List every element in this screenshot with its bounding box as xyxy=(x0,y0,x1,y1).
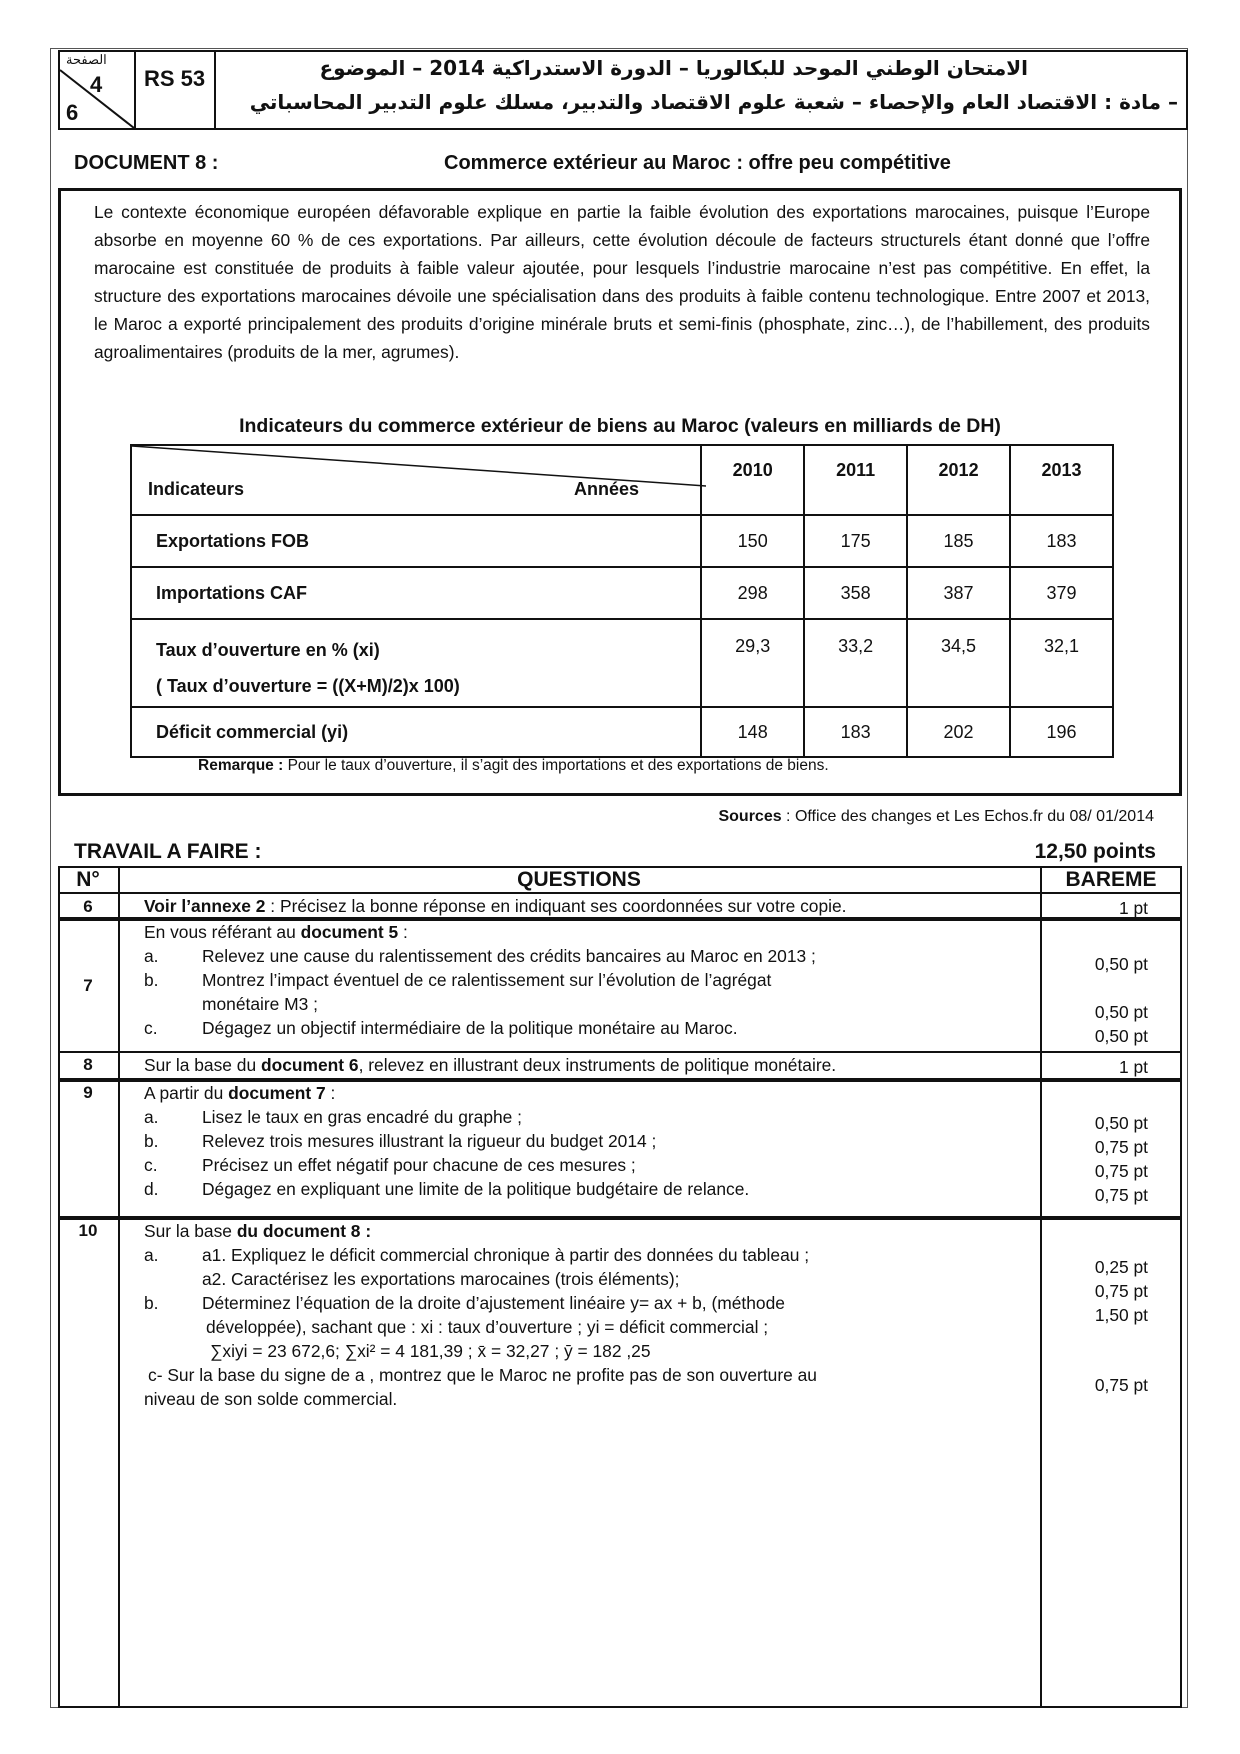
q9-item xyxy=(144,1177,749,1201)
page-label: الصفحة xyxy=(66,52,107,67)
q6-text: : Précisez la bonne réponse en indiquant ses coordonnées sur votre copie. xyxy=(265,896,847,916)
table-cell: 298 xyxy=(701,567,804,619)
q8-b: document 6 xyxy=(260,1055,359,1075)
exam-title-line1: الامتحان الوطني الموحد للبكالوريا – الدورة الاستدراكية 2014 – الموضوع xyxy=(319,56,1028,80)
year-header: 2010 xyxy=(701,445,804,515)
sources-text: : Office des changes et Les Echos.fr du 08/ 01/2014 xyxy=(781,808,1154,825)
task-points: 12,50 points xyxy=(1034,840,1156,863)
table-header-row xyxy=(131,445,1113,515)
q10-item: a2. Caractérisez les exportations marocaines (trois éléments); xyxy=(202,1269,680,1289)
column-divider xyxy=(1040,866,1042,1708)
q9-intro-b: document 7 xyxy=(228,1083,326,1103)
table-remark xyxy=(198,757,829,775)
page-indicator xyxy=(60,52,136,128)
q10-item: niveau de son solde commercial. xyxy=(144,1389,398,1409)
points xyxy=(1095,952,1148,976)
q10-intro-a: Sur la base xyxy=(144,1221,237,1241)
q9-item xyxy=(144,1129,749,1153)
row-label: Importations CAF xyxy=(131,567,701,619)
item-letter: c. xyxy=(144,1155,158,1175)
item-text: Précisez un effet négatif pour chacune de ces mesures ; xyxy=(202,1155,636,1175)
corner-indicators: Indicateurs xyxy=(148,479,245,499)
table-cell: 29,3 xyxy=(701,619,804,707)
points-value: 0,50 pt xyxy=(1094,1002,1148,1022)
item-text: Relevez trois mesures illustrant la rigueur du budget 2014 ; xyxy=(202,1131,657,1151)
table-cell: 150 xyxy=(701,515,804,567)
table-cell: 358 xyxy=(804,567,907,619)
q7-item xyxy=(144,1016,816,1040)
corner-years: Années xyxy=(574,479,640,499)
question-number: 8 xyxy=(83,1055,93,1074)
question-number: 9 xyxy=(83,1083,93,1102)
indicators-table xyxy=(130,444,1114,758)
points-value: 0,75 pt xyxy=(1094,1375,1148,1395)
q10-intro xyxy=(144,1219,817,1243)
q10-item xyxy=(144,1291,817,1315)
points-value: 0,75 pt xyxy=(1094,1185,1148,1205)
exam-title-line2: – مادة : الاقتصاد العام والإحصاء – شعبة علوم الاقتصاد والتدبير، مسلك علوم التدبير المحاسباتي xyxy=(249,90,1178,114)
item-text: Dégagez en expliquant une limite de la politique budgétaire de relance. xyxy=(202,1179,750,1199)
points-value: 1 pt xyxy=(1118,898,1148,918)
remark-text: Pour le taux d’ouverture, il s’agit des importations et des exportations de biens. xyxy=(283,757,829,774)
item-letter: d. xyxy=(144,1179,159,1199)
item-letter: a. xyxy=(144,946,159,966)
remark-label: Remarque : xyxy=(198,757,284,774)
points xyxy=(1119,896,1148,920)
item-text: Relevez une cause du ralentissement des crédits bancaires au Maroc en 2013 ; xyxy=(202,946,816,966)
question-number: 6 xyxy=(83,897,93,916)
q9-intro xyxy=(144,1081,749,1105)
table-cell: 32,1 xyxy=(1010,619,1113,707)
exam-code: RS 53 xyxy=(136,52,216,128)
table-cell: 175 xyxy=(804,515,907,567)
item-letter: c. xyxy=(144,1018,158,1038)
exam-title-arabic xyxy=(220,52,1178,128)
year-header: 2013 xyxy=(1010,445,1113,515)
item-letter: b. xyxy=(144,970,159,990)
item-letter: b. xyxy=(144,1293,159,1313)
sources-label: Sources xyxy=(718,808,782,825)
q7-intro-c: : xyxy=(398,922,408,942)
row-label xyxy=(131,619,701,707)
q10-item: développée), sachant que : xi : taux d’ouverture ; yi = déficit commercial ; xyxy=(206,1317,769,1337)
points xyxy=(1095,1111,1148,1207)
question-8 xyxy=(144,1053,836,1077)
q9-item xyxy=(144,1105,749,1129)
column-header-questions: QUESTIONS xyxy=(517,868,641,891)
table-corner-cell xyxy=(131,445,701,515)
table-cell: 185 xyxy=(907,515,1010,567)
item-letter: b. xyxy=(144,1131,159,1151)
item-letter: a. xyxy=(144,1107,159,1127)
column-header-bareme: BAREME xyxy=(1065,868,1157,891)
q7-item xyxy=(144,992,816,1016)
column-divider xyxy=(118,866,120,1708)
item-text: Déterminez l’équation de la droite d’ajustement linéaire y= ax + b, (méthode xyxy=(202,1293,785,1313)
table-row xyxy=(131,567,1113,619)
task-label: TRAVAIL A FAIRE : xyxy=(74,840,262,863)
exam-header xyxy=(58,50,1188,130)
q9-intro-a: A partir du xyxy=(144,1083,229,1103)
points-value: 0,25 pt xyxy=(1094,1257,1148,1277)
points xyxy=(1095,1255,1148,1327)
row-label-formula: ( Taux d’ouverture = ((X+M)/2)x 100) xyxy=(156,676,460,696)
q7-item xyxy=(144,944,816,968)
points-value: 0,75 pt xyxy=(1094,1161,1148,1181)
column-header-n: N° xyxy=(76,868,100,891)
points-value: 0,50 pt xyxy=(1094,1113,1148,1133)
table-cell: 379 xyxy=(1010,567,1113,619)
question-6 xyxy=(144,894,846,918)
points-value: 0,50 pt xyxy=(1094,1026,1148,1046)
q7-intro-b: document 5 xyxy=(300,922,399,942)
table-row xyxy=(131,619,1113,707)
document-paragraph: Le contexte économique européen défavorable explique en partie la faible évolution des exportations marocaines, puisque l’Europe absorbe en moyenne 60 % de ces exportations. Par ailleurs, cette évolution découle de facteurs structurels étant donné que l’offre marocaine est constituée de produits à faible valeur ajoutée, pour lesquels l’industrie marocaine n’est pas compétitive. En effet, la structure des exportations marocaines dévoile une spécialisation dans des produits à faible contenu technologique. Entre 2007 et 2013, le Maroc a exporté principalement des produits d’origine minérale bruts et semi-finis (phosphate, zinc…), de l’habillement, des produits agroalimentaires (produits de la mer, agrumes). xyxy=(94,202,1150,362)
year-header: 2012 xyxy=(907,445,1010,515)
table-cell: 196 xyxy=(1010,707,1113,757)
q8-c: , relevez en illustrant deux instruments de politique monétaire. xyxy=(358,1055,837,1075)
q10-formulas: ∑xiyi = 23 672,6; ∑xi² = 4 181,39 ; x̄ = 32,27 ; ȳ = 182 ,25 xyxy=(210,1341,651,1361)
question-9 xyxy=(144,1081,749,1201)
page-total: 6 xyxy=(66,100,79,125)
item-letter: a. xyxy=(144,1245,159,1265)
q8-a: Sur la base du xyxy=(144,1055,261,1075)
item-text: Dégagez un objectif intermédiaire de la politique monétaire au Maroc. xyxy=(202,1018,738,1038)
points-value: 0,75 pt xyxy=(1094,1281,1148,1301)
points xyxy=(1095,1373,1148,1397)
question-7 xyxy=(144,920,816,1040)
table-title: Indicateurs du commerce extérieur de biens au Maroc (valeurs en milliards de DH) xyxy=(239,415,1001,437)
document-label: DOCUMENT 8 : xyxy=(74,152,219,174)
sources-line xyxy=(718,808,1154,826)
row-label: Déficit commercial (yi) xyxy=(131,707,701,757)
table-cell: 183 xyxy=(1010,515,1113,567)
question-10 xyxy=(144,1219,817,1411)
q9-intro-c: : xyxy=(325,1083,336,1103)
points-value: 1,50 pt xyxy=(1094,1305,1148,1325)
document-title: Commerce extérieur au Maroc : offre peu compétitive xyxy=(444,152,951,174)
page-number: 4 xyxy=(90,72,103,97)
question-number: 7 xyxy=(83,976,93,995)
q10-intro-b: du document 8 : xyxy=(236,1221,372,1241)
q7-item xyxy=(144,968,816,992)
points xyxy=(1119,1055,1148,1079)
q6-bold: Voir l’annexe 2 xyxy=(144,896,266,916)
year-header: 2011 xyxy=(804,445,907,515)
table-cell: 387 xyxy=(907,567,1010,619)
row-label: Exportations FOB xyxy=(131,515,701,567)
points xyxy=(1095,1000,1148,1048)
table-cell: 148 xyxy=(701,707,804,757)
table-cell: 202 xyxy=(907,707,1010,757)
table-cell: 34,5 xyxy=(907,619,1010,707)
row-label-main: Taux d’ouverture en % (xi) xyxy=(156,640,380,660)
item-text: a1. Expliquez le déficit commercial chronique à partir des données du tableau ; xyxy=(202,1245,810,1265)
table-cell: 183 xyxy=(804,707,907,757)
q9-item xyxy=(144,1153,749,1177)
q10-item: c- Sur la base du signe de a , montrez que le Maroc ne profite pas de son ouverture au xyxy=(148,1365,817,1385)
item-text: Lisez le taux en gras encadré du graphe ; xyxy=(202,1107,523,1127)
question-number: 10 xyxy=(78,1221,98,1240)
points-value: 0,75 pt xyxy=(1094,1137,1148,1157)
table-cell: 33,2 xyxy=(804,619,907,707)
item-text: monétaire M3 ; xyxy=(202,994,318,1014)
table-row xyxy=(131,707,1113,757)
table-row xyxy=(131,515,1113,567)
item-text: Montrez l’impact éventuel de ce ralentissement sur l’évolution de l’agrégat xyxy=(202,970,772,990)
points-value: 0,50 pt xyxy=(1094,954,1148,974)
q10-item xyxy=(144,1243,817,1267)
points-value: 1 pt xyxy=(1118,1057,1148,1077)
q7-intro xyxy=(144,920,816,944)
q7-intro-a: En vous référant au xyxy=(144,922,301,942)
